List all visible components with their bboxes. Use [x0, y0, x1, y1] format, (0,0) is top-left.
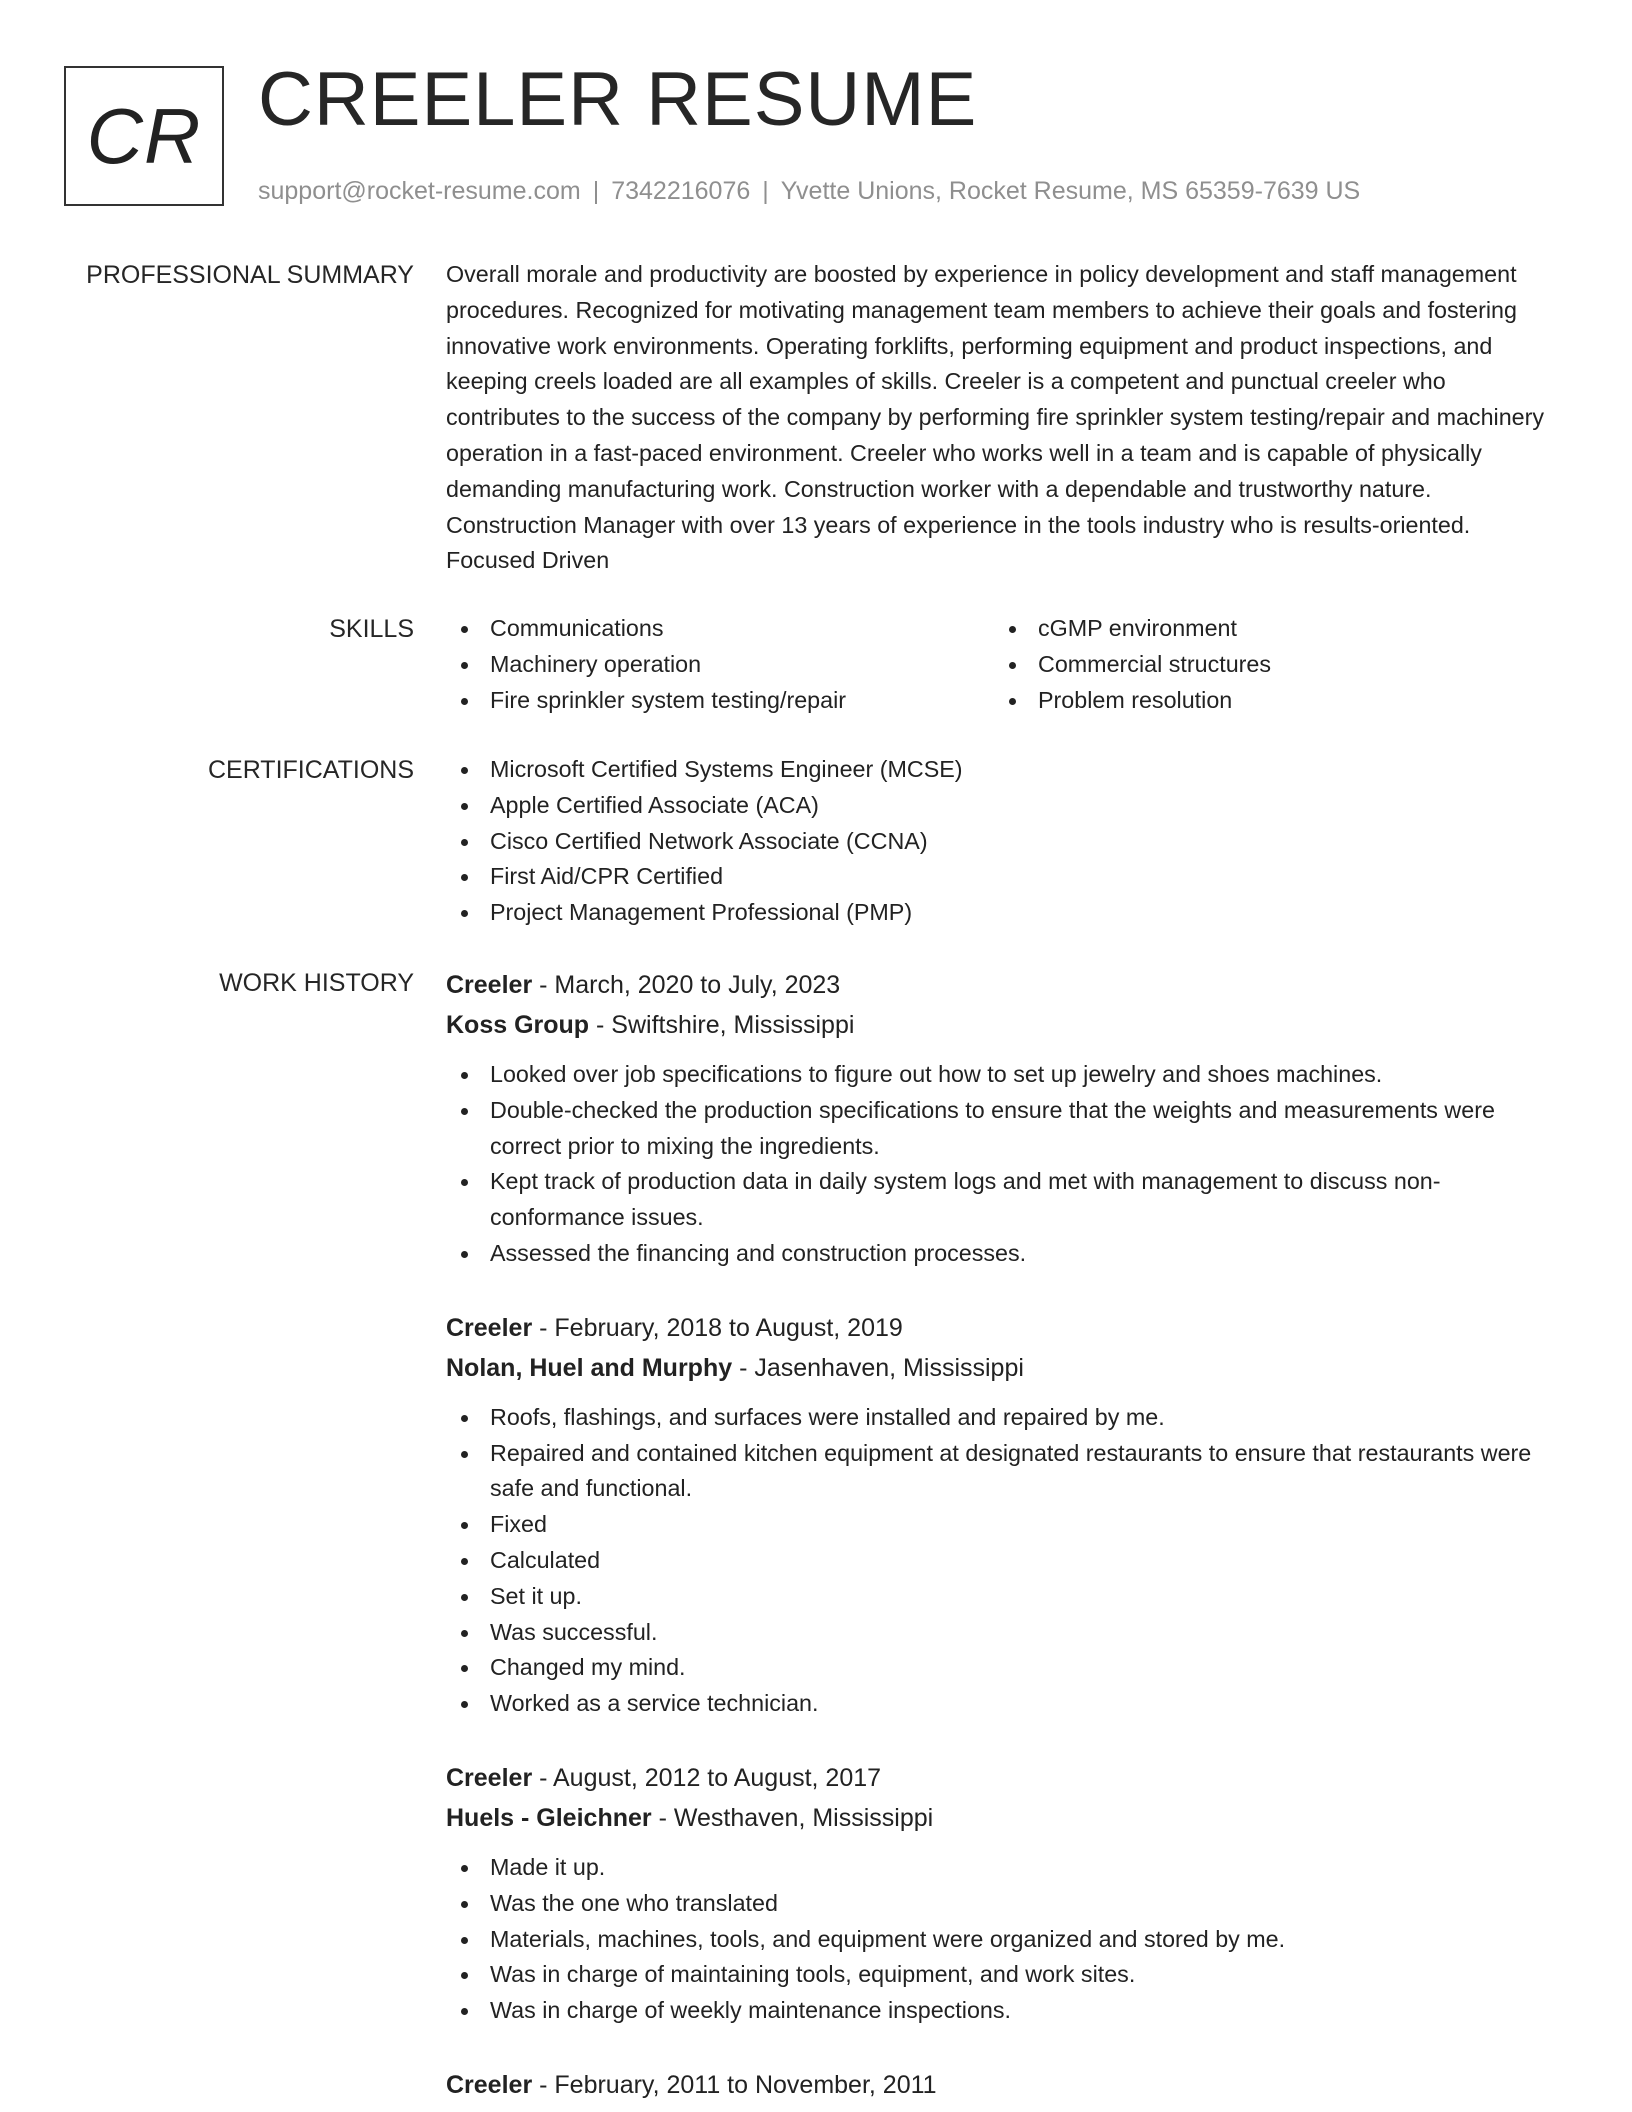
- job-location: - Swiftshire, Mississippi: [589, 1011, 855, 1039]
- job-entry: [446, 965, 1566, 1272]
- contact-address: Yvette Unions, Rocket Resume, MS 65359-7639 US: [780, 177, 1361, 205]
- job-company-line: [446, 1348, 1566, 1388]
- job-title: Creeler: [446, 1763, 533, 1792]
- job-dates: - February, 2018 to August, 2019: [532, 1313, 903, 1342]
- job-title: Creeler: [446, 1313, 533, 1342]
- job-duty: Materials, machines, tools, and equipment were organized and stored by me.: [446, 1922, 1566, 1958]
- job-title-line: [446, 1758, 1566, 1798]
- job-duty: Calculated: [446, 1543, 1566, 1579]
- job-duty: Looked over job specifications to figure out how to set up jewelry and shoes machines.: [446, 1057, 1566, 1093]
- job-company: Koss Group: [446, 1011, 590, 1039]
- certification-item: Apple Certified Associate (ACA): [446, 788, 1566, 824]
- job-company-line: [446, 1005, 1566, 1045]
- job-entry: [446, 1308, 1566, 1722]
- job-duty: Fixed: [446, 1507, 1566, 1543]
- work-history-heading: WORK HISTORY: [219, 969, 414, 997]
- job-title: Creeler: [446, 971, 533, 999]
- job-duty: Was in charge of weekly maintenance inspections.: [446, 1993, 1566, 2029]
- skills-list-left: [446, 611, 994, 718]
- job-duty: Was successful.: [446, 1615, 1566, 1651]
- contact-separator: |: [762, 177, 769, 205]
- skill-item: Commercial structures: [994, 647, 1542, 683]
- job-duty: Set it up.: [446, 1579, 1566, 1615]
- job-duties-list: [446, 1850, 1566, 2029]
- job-title-line: [446, 2065, 1566, 2105]
- job-entry: [446, 1758, 1566, 2029]
- job-duty: Kept track of production data in daily system logs and met with management to discuss non-conformance issues.: [446, 1164, 1566, 1236]
- skills-list-right: [994, 611, 1542, 718]
- job-company: Huels - Gleichner: [446, 1803, 652, 1832]
- job-duty: Double-checked the production specifications to ensure that the weights and measurements were correct prior to mixing the ingredients.: [446, 1093, 1566, 1165]
- job-dates: - August, 2012 to August, 2017: [532, 1763, 882, 1792]
- job-location: - Jasenhaven, Mississippi: [732, 1353, 1024, 1382]
- job-company: Nolan, Huel and Murphy: [446, 1353, 733, 1382]
- skill-item: Fire sprinkler system testing/repair: [446, 683, 994, 719]
- resume-name: CREELER RESUME: [258, 57, 978, 142]
- monogram-box: [64, 66, 224, 206]
- contact-line: [258, 174, 1360, 208]
- job-duty: Changed my mind.: [446, 1650, 1566, 1686]
- certification-item: Microsoft Certified Systems Engineer (MCSE): [446, 752, 1566, 788]
- job-entry: [446, 2065, 1566, 2105]
- summary-text: Overall morale and productivity are boosted by experience in policy development and staff management procedures. Recognized for motivating management team members to achieve their goals and fostering innovative work environments. Operating forklifts, performing equipment and product inspections, and keeping creels loaded are all examples of skills. Creeler is a competent and punctual creeler who contributes to the success of the company by performing fire sprinkler system testing/repair and machinery operation in a fast-paced environment. Creeler who works well in a team and is capable of physically demanding manufacturing work. Construction worker with a dependable and trustworthy nature. Construction Manager with over 13 years of experience in the tools industry who is results-oriented. Focused Driven: [446, 261, 1545, 574]
- job-duty: Made it up.: [446, 1850, 1566, 1886]
- skill-item: Problem resolution: [994, 683, 1542, 719]
- skills-heading: SKILLS: [329, 615, 414, 643]
- job-title-line: [446, 1308, 1566, 1348]
- skill-item: Communications: [446, 611, 994, 647]
- contact-email: support@rocket-resume.com: [258, 177, 581, 205]
- skill-item: cGMP environment: [994, 611, 1542, 647]
- job-company-line: [446, 1798, 1566, 1838]
- job-title-line: [446, 965, 1566, 1005]
- job-duty: Was the one who translated: [446, 1886, 1566, 1922]
- skill-item: Machinery operation: [446, 647, 994, 683]
- job-duties-list: [446, 1400, 1566, 1722]
- job-duty: Repaired and contained kitchen equipment at designated restaurants to ensure that restaurants were safe and functional.: [446, 1436, 1566, 1508]
- summary-heading: PROFESSIONAL SUMMARY: [86, 261, 414, 289]
- certification-item: Cisco Certified Network Associate (CCNA): [446, 824, 1566, 860]
- job-duty: Roofs, flashings, and surfaces were installed and repaired by me.: [446, 1400, 1566, 1436]
- contact-separator: |: [592, 177, 600, 205]
- certification-item: Project Management Professional (PMP): [446, 895, 1566, 931]
- monogram-initials: CR: [86, 91, 202, 180]
- job-duty: Worked as a service technician.: [446, 1686, 1566, 1722]
- job-dates: - March, 2020 to July, 2023: [532, 971, 841, 999]
- job-title: Creeler: [446, 2070, 533, 2099]
- contact-phone: 7342216076: [611, 177, 751, 205]
- certification-item: First Aid/CPR Certified: [446, 859, 1566, 895]
- job-duty: Assessed the financing and construction processes.: [446, 1236, 1566, 1272]
- job-duty: Was in charge of maintaining tools, equipment, and work sites.: [446, 1957, 1566, 1993]
- certifications-heading: CERTIFICATIONS: [207, 756, 414, 784]
- job-duties-list: [446, 1057, 1566, 1272]
- job-dates: - February, 2011 to November, 2011: [532, 2070, 937, 2099]
- certifications-list: [446, 752, 1566, 931]
- job-location: - Westhaven, Mississippi: [651, 1803, 934, 1832]
